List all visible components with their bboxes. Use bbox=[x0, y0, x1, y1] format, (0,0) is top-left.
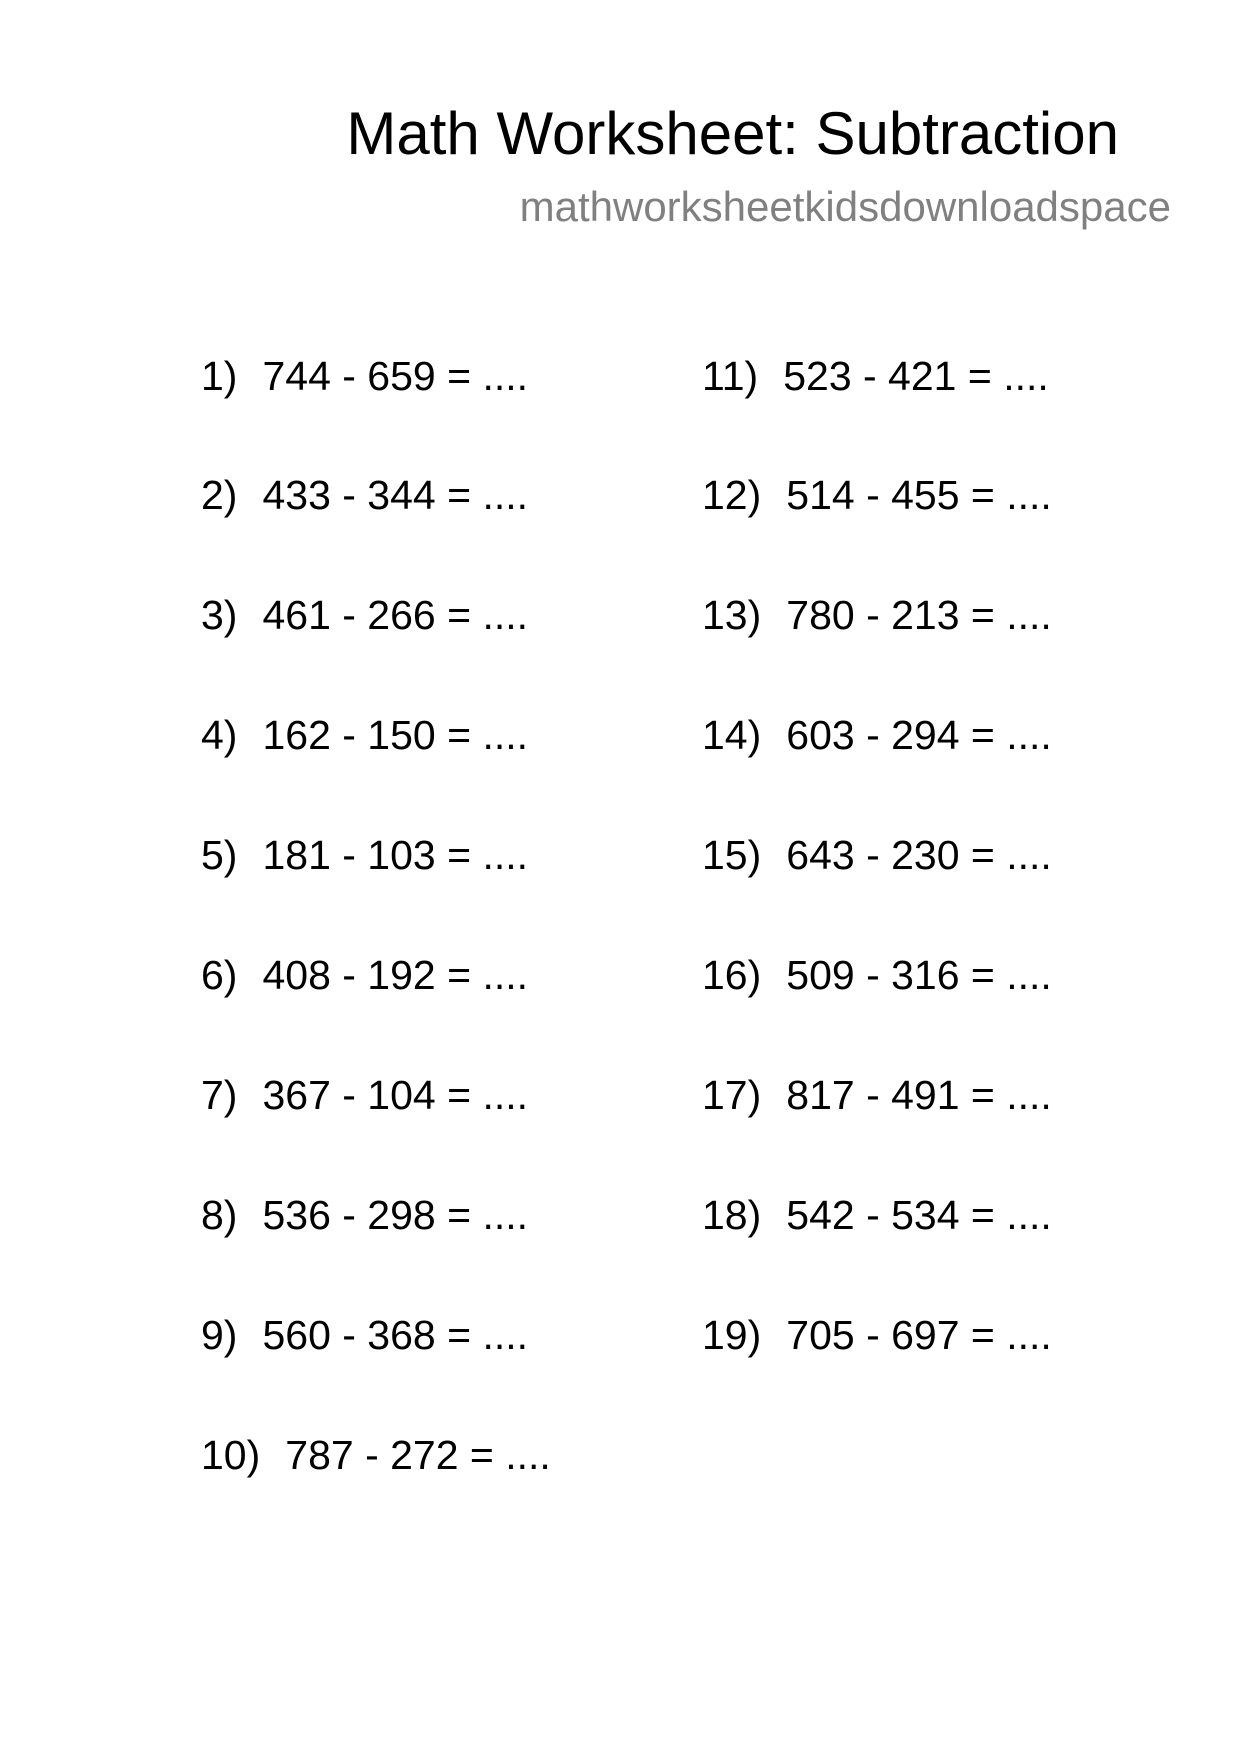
problem-expression: 603 - 294 = .... bbox=[786, 712, 1052, 758]
problem-number: 12) bbox=[702, 472, 762, 518]
problem-number: 2) bbox=[201, 472, 238, 518]
problem-expression: 780 - 213 = .... bbox=[786, 592, 1052, 638]
problem-item bbox=[201, 947, 528, 1003]
problem-item bbox=[201, 827, 528, 883]
problem-item bbox=[702, 827, 1052, 883]
problem-item bbox=[201, 348, 528, 404]
problem-number: 5) bbox=[201, 832, 238, 878]
problem-item bbox=[702, 467, 1052, 523]
problem-item bbox=[702, 707, 1052, 763]
problem-expression: 162 - 150 = .... bbox=[262, 712, 529, 758]
problem-number: 8) bbox=[201, 1192, 238, 1238]
problem-number: 11) bbox=[702, 353, 759, 399]
problem-item bbox=[201, 1307, 528, 1363]
problem-item bbox=[201, 1427, 551, 1483]
problem-expression: 367 - 104 = .... bbox=[262, 1072, 529, 1118]
problem-number: 19) bbox=[702, 1312, 762, 1358]
problem-item bbox=[702, 1307, 1052, 1363]
problem-number: 7) bbox=[201, 1072, 238, 1118]
problem-number: 15) bbox=[702, 832, 762, 878]
problem-item bbox=[702, 587, 1052, 643]
problem-expression: 542 - 534 = .... bbox=[786, 1192, 1052, 1238]
problem-number: 13) bbox=[702, 592, 762, 638]
problem-number: 14) bbox=[702, 712, 762, 758]
problem-expression: 787 - 272 = .... bbox=[285, 1432, 551, 1478]
problem-expression: 817 - 491 = .... bbox=[786, 1072, 1052, 1118]
problem-expression: 643 - 230 = .... bbox=[786, 832, 1052, 878]
site-name: mathworksheetkidsdownloadspace bbox=[519, 183, 1171, 230]
problem-expression: 560 - 368 = .... bbox=[262, 1312, 529, 1358]
page-title: Math Worksheet: Subtraction bbox=[346, 100, 1119, 167]
problem-number: 18) bbox=[702, 1192, 762, 1238]
problem-expression: 744 - 659 = .... bbox=[262, 353, 529, 399]
problem-number: 4) bbox=[201, 712, 238, 758]
problem-item bbox=[201, 707, 528, 763]
problem-number: 9) bbox=[201, 1312, 238, 1358]
problem-expression: 433 - 344 = .... bbox=[262, 472, 529, 518]
problem-number: 17) bbox=[702, 1072, 762, 1118]
problem-item bbox=[702, 348, 1049, 404]
problem-expression: 181 - 103 = .... bbox=[262, 832, 529, 878]
problem-number: 10) bbox=[201, 1432, 261, 1478]
problem-item bbox=[201, 1067, 528, 1123]
problem-number: 3) bbox=[201, 592, 238, 638]
problem-expression: 514 - 455 = .... bbox=[786, 472, 1052, 518]
problem-expression: 509 - 316 = .... bbox=[786, 952, 1052, 998]
problem-item bbox=[201, 467, 528, 523]
problem-expression: 523 - 421 = .... bbox=[783, 353, 1049, 399]
problem-number: 1) bbox=[201, 353, 238, 399]
problem-expression: 461 - 266 = .... bbox=[262, 592, 529, 638]
problem-expression: 705 - 697 = .... bbox=[786, 1312, 1052, 1358]
problem-expression: 536 - 298 = .... bbox=[262, 1192, 529, 1238]
problem-item bbox=[702, 947, 1052, 1003]
problem-number: 6) bbox=[201, 952, 238, 998]
problem-number: 16) bbox=[702, 952, 762, 998]
problem-item bbox=[201, 1187, 528, 1243]
problem-item bbox=[201, 587, 528, 643]
problem-item bbox=[702, 1187, 1052, 1243]
problem-item bbox=[702, 1067, 1052, 1123]
problem-expression: 408 - 192 = .... bbox=[262, 952, 529, 998]
